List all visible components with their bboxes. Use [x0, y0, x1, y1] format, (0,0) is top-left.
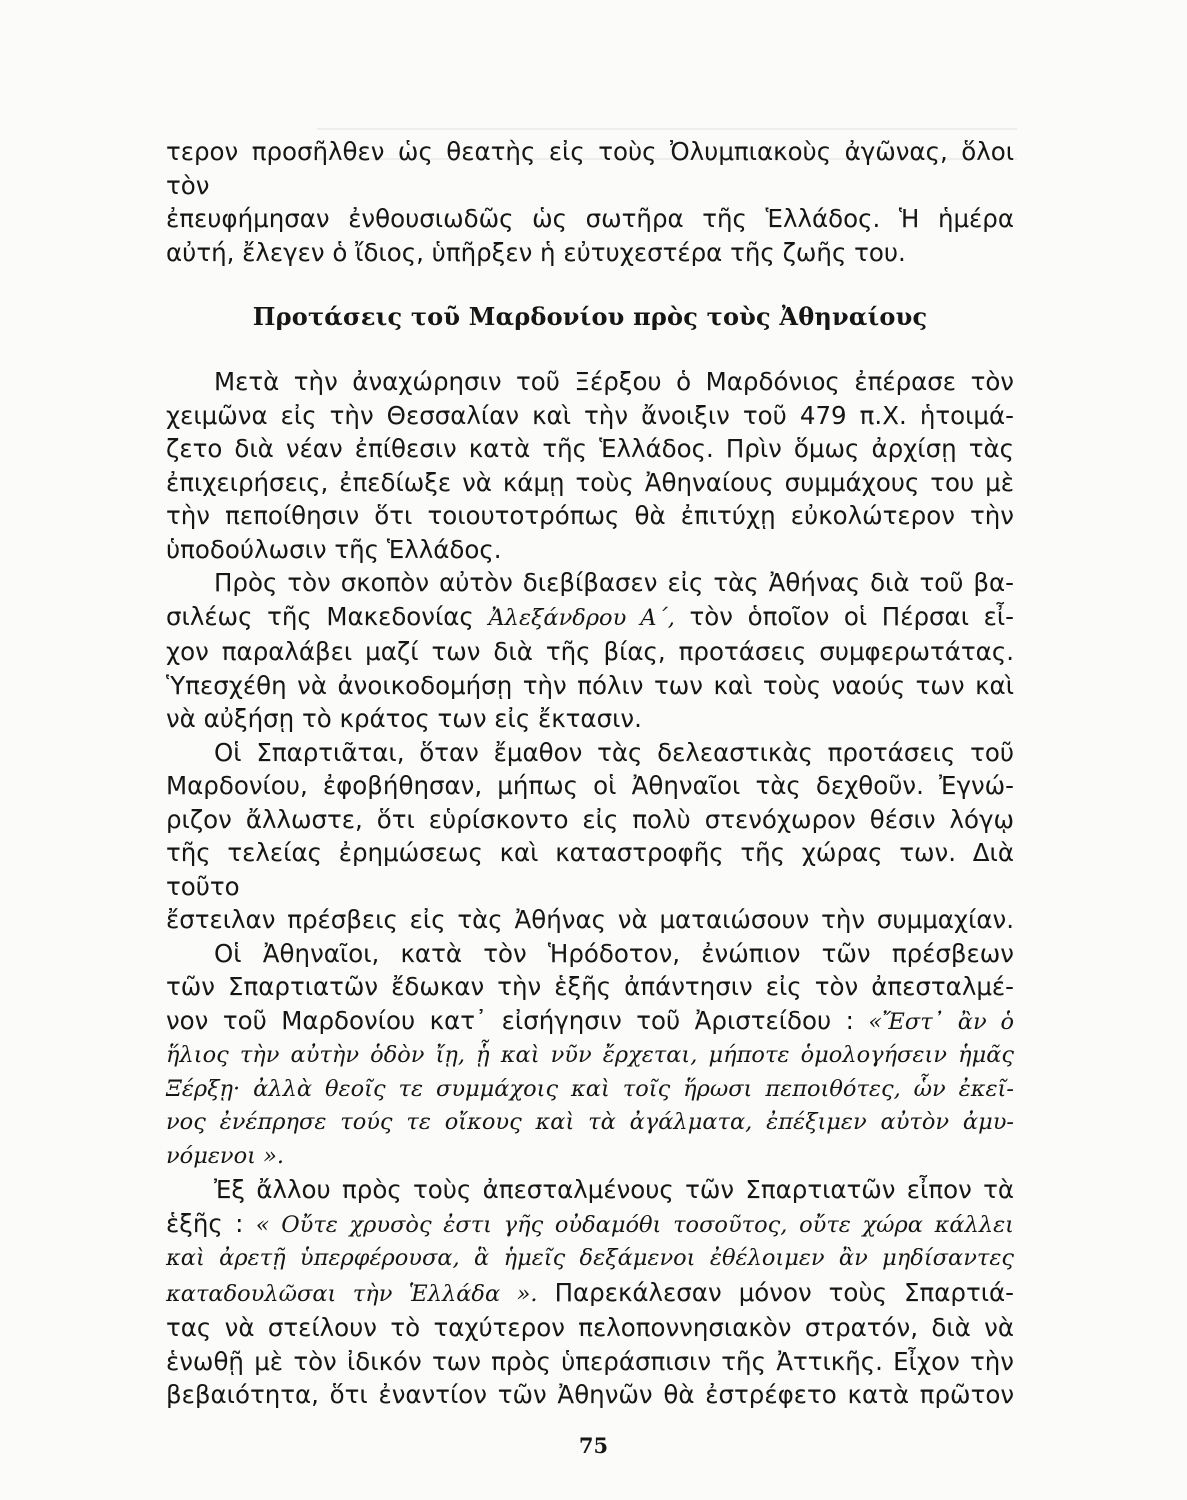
quote-italic: « Οὔτε χρυσὸς ἐστι γῆς οὐδαμόθι τοσοῦτος, οὔτε χώρα κάλλει — [255, 1211, 1014, 1238]
page-number: 75 — [578, 1433, 609, 1458]
paragraph-3-line: Οἱ Σπαρτιᾶται, ὅταν ἔμαθον τὰς δελεαστικὰς προτάσεις τοῦ — [214, 737, 1014, 767]
paragraph-1-line: ζετο διὰ νέαν ἐπίθεσιν κατὰ τῆς Ἑλλάδος. Πρὶν ὅμως ἀρχίσῃ τὰς — [166, 434, 1014, 463]
paragraph-5-line: βεβαιότητα, ὅτι ἐναντίον τῶν Ἀθηνῶν θὰ ἐστρέφετο κατὰ πρῶτον — [166, 1380, 1014, 1409]
section-heading: Προτάσεις τοῦ Μαρδονίου πρὸς τοὺς Ἀθηναίους — [252, 302, 928, 331]
paragraph-4-line: τῶν Σπαρτιατῶν ἔδωκαν τὴν ἑξῆς ἀπάντησιν εἰς τὸν ἀπεσταλμέ- — [166, 972, 1014, 1001]
paragraph-1-line: τὴν πεποίθησιν ὅτι τοιουτοτρόπως θὰ ἐπιτύχῃ εὐκολώτερον τὴν — [166, 501, 1014, 530]
paragraph-2-text: τὸν ὁποῖον οἱ Πέρσαι εἶ- — [689, 601, 1014, 631]
paragraph-2-line — [166, 600, 1014, 636]
paragraph-4-line: Οἱ Ἀθηναῖοι, κατὰ τὸν Ἡρόδοτον, ἐνώπιον τῶν πρέσβεων — [214, 938, 1014, 968]
paragraph-5-line: ἑνωθῇ μὲ τὸν ἰδικόν των πρὸς ὑπεράσπισιν τῆς Ἀττικῆς. Εἶχον τὴν — [166, 1346, 1014, 1376]
paragraph-2-line: νὰ αὐξήσῃ τὸ κράτος των εἰς ἔκτασιν. — [166, 704, 642, 733]
paragraph-5-text: ἑξῆς : — [166, 1208, 244, 1238]
paragraph-5-text: Παρεκάλεσαν μόνον τοὺς Σπαρτιά- — [554, 1277, 1014, 1307]
quote-italic-line: Ξέρξῃ· ἀλλὰ θεοῖς τε συμμάχοις καὶ τοῖς ἥρωσι πεποιθότες, ὧν ἐκεῖ- — [166, 1075, 1014, 1102]
paragraph-2-italic-name: Ἀλεξάνδρου Α΄, — [488, 604, 675, 631]
quote-italic-line: νόμενοι ». — [166, 1142, 285, 1169]
paragraph-4-line — [166, 1004, 1014, 1040]
paragraph-3-line: τῆς τελείας ἐρημώσεως καὶ καταστροφῆς τῆς χώρας των. Διὰ τοῦτο — [166, 838, 1014, 901]
paragraph-2-line: Πρὸς τὸν σκοπὸν αὐτὸν διεβίβασεν εἰς τὰς Ἀθήνας διὰ τοῦ βα- — [214, 568, 1014, 597]
paragraph-1-line: ὑποδούλωσιν τῆς Ἑλλάδος. — [166, 534, 502, 564]
paragraph-4-text: νον τοῦ Μαρδονίου κατ᾿ εἰσήγησιν τοῦ Ἀριστείδου : — [166, 1005, 854, 1035]
paragraph-top-line: αὐτή, ἔλεγεν ὁ ἴδιος, ὑπῆρξεν ἡ εὐτυχεστέρα τῆς ζωῆς του. — [166, 237, 906, 267]
paragraph-3-line: ριζον ἄλλωστε, ὅτι εὑρίσκοντο εἰς πολὺ στενόχωρον θέσιν λόγῳ — [166, 804, 1014, 834]
text-block — [166, 135, 1014, 1412]
paragraph-5-line: τας νὰ στείλουν τὸ ταχύτερον πελοποννησιακὸν στρατόν, διὰ νὰ — [166, 1313, 1014, 1342]
paragraph-2-line: χον παραλάβει μαζί των διὰ τῆς βίας, προτάσεις συμφερωτάτας. — [166, 637, 1014, 666]
paragraph-3-line: ἔστειλαν πρέσβεις εἰς τὰς Ἀθήνας νὰ ματαιώσουν τὴν συμμαχίαν. — [166, 905, 1014, 934]
paragraph-2-text: σιλέως τῆς Μακεδονίας — [166, 601, 474, 631]
paragraph-5-line — [166, 1207, 1014, 1243]
paragraph-top-line: τερον προσῆλθεν ὡς θεατὴς εἰς τοὺς Ὀλυμπιακοὺς ἀγῶνας, ὅλοι τὸν — [166, 137, 1014, 200]
quote-italic: «Ἔστ᾿ ἂν ὁ — [868, 1008, 1014, 1035]
paragraph-1-line: ἐπιχειρήσεις, ἐπεδίωξε νὰ κάμῃ τοὺς Ἀθηναίους συμμάχους του μὲ — [166, 467, 1014, 497]
paragraph-3-line: Μαρδονίου, ἐφοβήθησαν, μήπως οἱ Ἀθηναῖοι τὰς δεχθοῦν. Ἐγνώ- — [166, 771, 1014, 800]
paragraph-5-line — [166, 1276, 1014, 1312]
quote-italic-line: ἥλιος τὴν αὐτὴν ὁδὸν ἴῃ, ᾗ καὶ νῦν ἔρχεται, μήποτε ὁμολογήσειν ἡμᾶς — [166, 1042, 1014, 1068]
quote-italic: καταδουλῶσαι τὴν Ἑλλάδα ». — [166, 1280, 538, 1307]
quote-italic-line: καὶ ἀρετῇ ὑπερφέρουσα, ἃ ἡμεῖς δεξάμενοι ἐθέλοιμεν ἂν μηδίσαντες — [166, 1245, 1014, 1271]
paragraph-2-line: Ὑπεσχέθη νὰ ἀνοικοδομήσῃ τὴν πόλιν των καὶ τοὺς ναούς των καὶ — [166, 670, 1014, 700]
paragraph-1-line: χειμῶνα εἰς τὴν Θεσσαλίαν καὶ τὴν ἄνοιξιν τοῦ 479 π.Χ. ἡτοιμά- — [166, 400, 1014, 430]
paragraph-top-line: ἐπευφήμησαν ἐνθουσιωδῶς ὡς σωτῆρα τῆς Ἑλλάδος. Ἡ ἡμέρα — [166, 204, 1014, 233]
paragraph-1-line: Μετὰ τὴν ἀναχώρησιν τοῦ Ξέρξου ὁ Μαρδόνιος ἐπέρασε τὸν — [214, 367, 1014, 396]
paragraph-5-line: Ἐξ ἄλλου πρὸς τοὺς ἀπεσταλμένους τῶν Σπαρτιατῶν εἶπον τὰ — [214, 1175, 1014, 1204]
quote-italic-line: νος ἐνέπρησε τούς τε οἴκους καὶ τὰ ἀγάλματα, ἐπέξιμεν αὐτὸν ἀμυ- — [166, 1109, 1014, 1135]
